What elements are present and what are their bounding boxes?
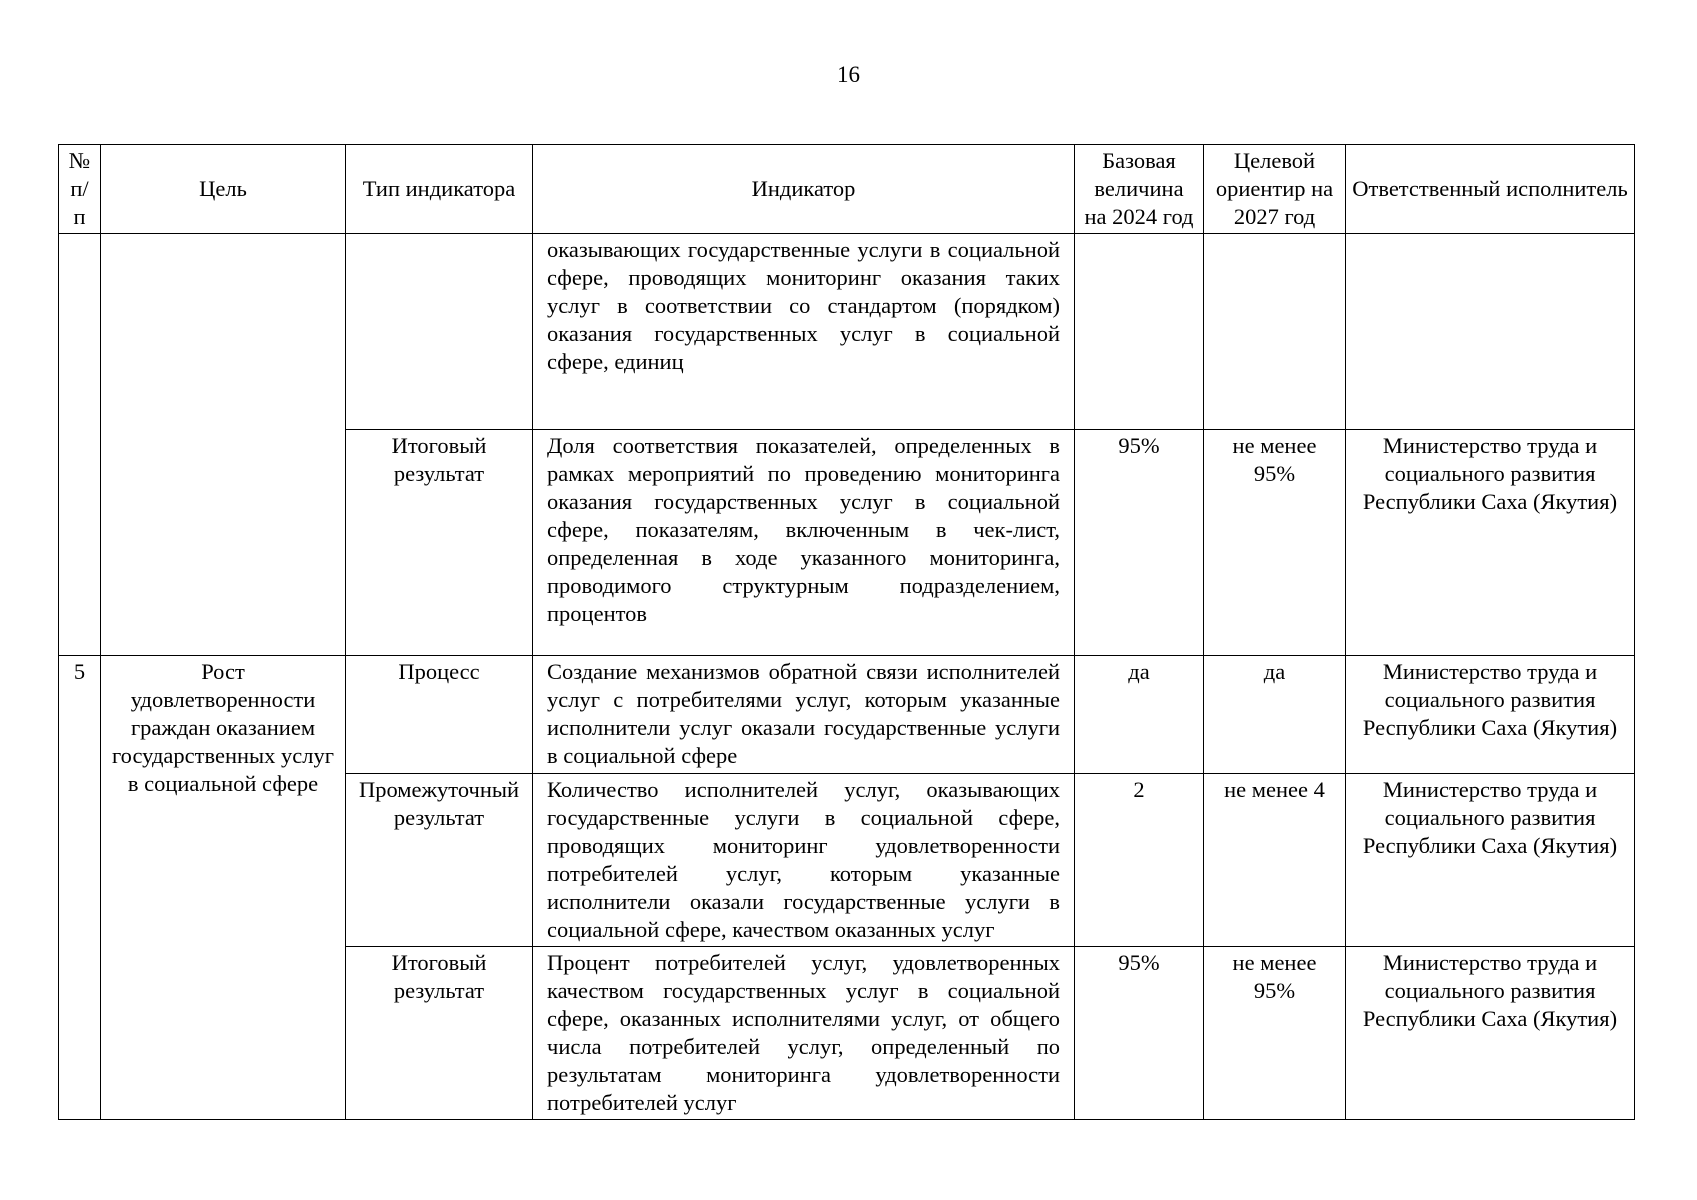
row-indicator-cell: Количество исполнителей услуг, оказывающих государственные услуги в социальной сфере, проводящих мониторинг удовлетворенности потребителей услуг, которым указанные исполнители оказали государственные услуги в социальной сфере, качеством оказанных услуг: [533, 774, 1075, 947]
indicators-table: [58, 144, 1635, 1120]
row-responsible-cell: Министерство труда и социального развития Республики Саха (Якутия): [1346, 774, 1635, 947]
header-indicator-type: Тип индикатора: [346, 145, 533, 234]
row-indicator-cell: Доля соответствия показателей, определенных в рамках мероприятий по проведению мониторинга оказания государственных услуг в социальной сфере, показателям, включенным в чек-лист, определенная в ходе указанного мониторинга, проводимого структурным подразделением, процентов: [533, 430, 1075, 656]
row-target-cell: да: [1204, 656, 1346, 774]
header-base-value: Базовая величина на 2024 год: [1075, 145, 1204, 234]
row-target-cell: [1204, 234, 1346, 430]
row-goal-cell: [101, 234, 346, 656]
row-base-value-cell: 2: [1075, 774, 1204, 947]
row-target-cell: не менее 95%: [1204, 947, 1346, 1120]
header-responsible: Ответственный исполнитель: [1346, 145, 1635, 234]
table-header-row: [59, 145, 1635, 234]
row-base-value-cell: да: [1075, 656, 1204, 774]
row-responsible-cell: [1346, 234, 1635, 430]
row-indicator-type-cell: Процесс: [346, 656, 533, 774]
row-indicator-cell: Создание механизмов обратной связи исполнителей услуг с потребителями услуг, которым указанные исполнители услуг оказали государственные услуги в социальной сфере: [533, 656, 1075, 774]
page-number: 16: [837, 62, 860, 87]
table-row: [59, 656, 1635, 774]
header-num: № п/п: [59, 145, 101, 234]
row-indicator-type-cell: Итоговый результат: [346, 947, 533, 1120]
row-responsible-cell: Министерство труда и социального развития Республики Саха (Якутия): [1346, 656, 1635, 774]
row-indicator-type-cell: Промежуточный результат: [346, 774, 533, 947]
row-goal-cell: Рост удовлетворенности граждан оказанием государственных услуг в социальной сфере: [101, 656, 346, 1120]
header-indicator: Индикатор: [533, 145, 1075, 234]
row-indicator-cell: оказывающих государственные услуги в социальной сфере, проводящих мониторинг оказания таких услуг в соответствии со стандартом (порядком) оказания государственных услуг в социальной сфере, единиц: [533, 234, 1075, 430]
row-num-cell: [59, 234, 101, 656]
header-target: Целевой ориентир на 2027 год: [1204, 145, 1346, 234]
row-base-value-cell: 95%: [1075, 947, 1204, 1120]
row-indicator-type-cell: [346, 234, 533, 430]
row-base-value-cell: [1075, 234, 1204, 430]
table-row: [59, 234, 1635, 430]
row-responsible-cell: Министерство труда и социального развития Республики Саха (Якутия): [1346, 947, 1635, 1120]
row-indicator-cell: Процент потребителей услуг, удовлетворенных качеством государственных услуг в социальной сфере, оказанных исполнителями услуг, от общего числа потребителей услуг, определенный по результатам мониторинга удовлетворенности потребителей услуг: [533, 947, 1075, 1120]
row-target-cell: не менее 95%: [1204, 430, 1346, 656]
row-base-value-cell: 95%: [1075, 430, 1204, 656]
row-indicator-type-cell: Итоговый результат: [346, 430, 533, 656]
row-target-cell: не менее 4: [1204, 774, 1346, 947]
header-goal: Цель: [101, 145, 346, 234]
row-responsible-cell: Министерство труда и социального развития Республики Саха (Якутия): [1346, 430, 1635, 656]
row-num-cell: 5: [59, 656, 101, 1120]
